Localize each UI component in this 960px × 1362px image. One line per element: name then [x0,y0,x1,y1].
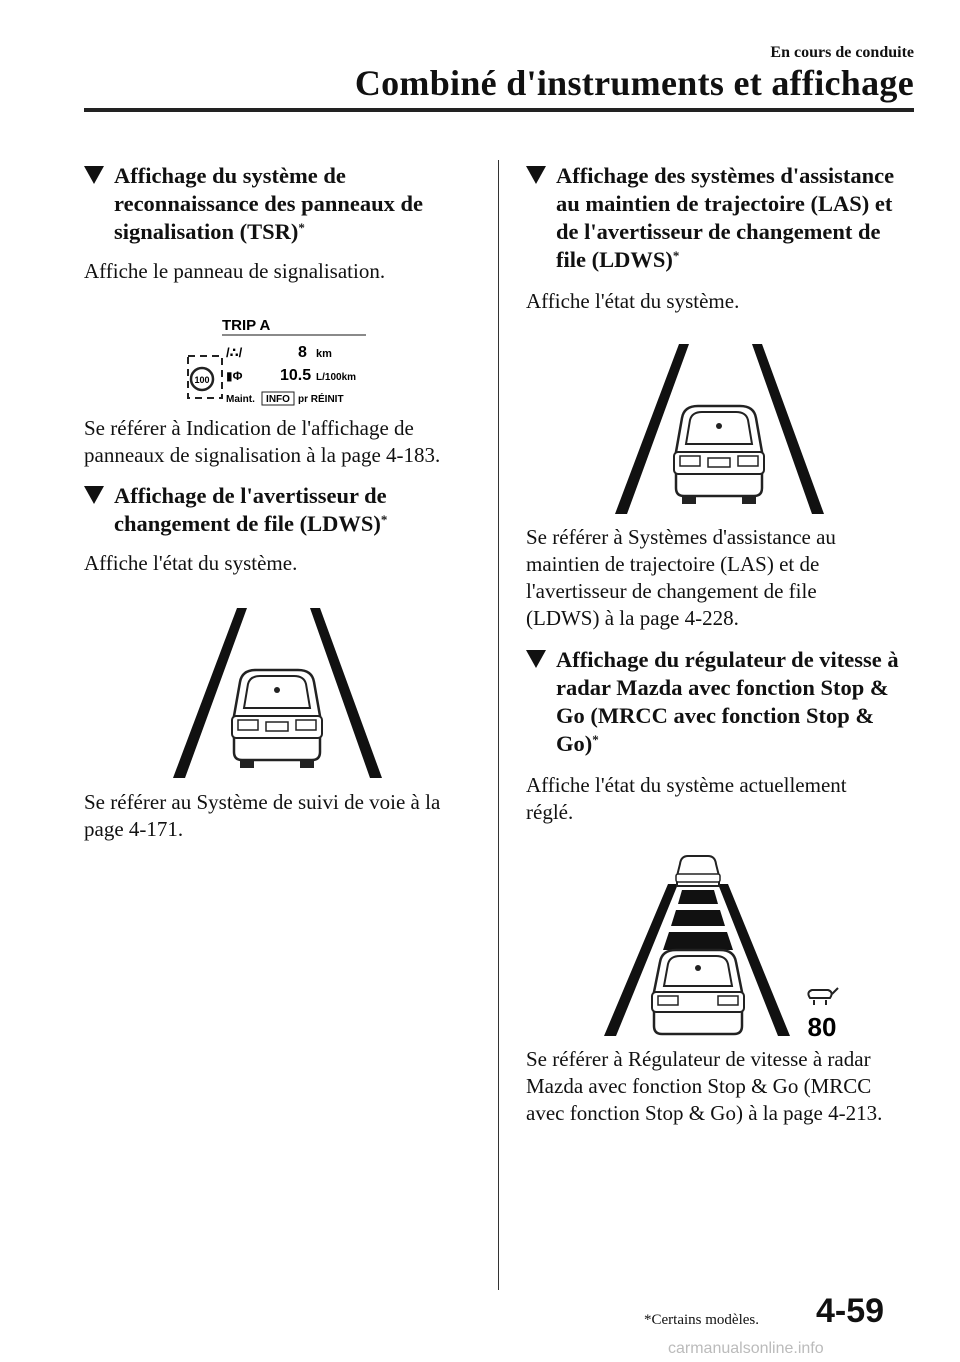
tsr-reference: Se référer à Indication de l'affichage de panneaux de signalisation à la page 4-183. [84,416,441,467]
car-rear-icon [652,950,744,1034]
ldws-lane-illustration [170,604,385,782]
page-number: 4-59 [816,1292,885,1330]
triangle-bullet-icon [84,166,104,184]
asterisk: * [672,248,680,263]
page-title: Combiné d'instruments et affichage [354,63,914,103]
info-button-label: INFO [266,394,290,405]
las-reference: Se référer à Systèmes d'assistance au maintien de trajectoire (LAS) et de l'avertisseur de changement de file (LDWS) à la page 4-228. [526,525,836,630]
las-body: Affiche l'état du système. [526,289,740,313]
triangle-bullet-icon [84,486,104,504]
asterisk: * [592,732,599,747]
distance-value: 8 [298,344,307,361]
set-speed-value: 80 [807,1012,837,1040]
distance-bars [663,890,733,950]
column-divider [498,160,499,1290]
triangle-bullet-icon [526,166,546,184]
heading-tsr: Affichage du système de reconnaissance des panneaux de signalisation (TSR)* [84,162,514,246]
distance-unit: km [316,348,332,360]
heading-ldws: Affichage de l'avertisseur de changement de file (LDWS)* [84,482,514,538]
mrcc-body: Affiche l'état du système actuellement réglé. [526,773,847,824]
trip-label: TRIP A [222,317,271,334]
ldws-body: Affiche l'état du système. [84,551,298,575]
consumption-unit: L/100km [316,372,357,383]
heading-mrcc: Affichage du régulateur de vitesse à radar Mazda avec fonction Stop & Go (MRCC avec fonction Stop & Go)* [526,646,956,758]
lead-car-icon [676,856,720,886]
watermark: carmanualsonline.info [668,1340,824,1357]
header-rule [84,108,914,112]
fuel-consumption-icon: ▮Φ [226,369,243,383]
asterisk: * [298,220,305,235]
maint-label: Maint. [226,394,255,405]
mrcc-illustration [600,850,845,1040]
tsr-body: Affiche le panneau de signalisation. [84,259,386,283]
footnote: *Certains modèles. [644,1312,759,1328]
mrcc-reference: Se référer à Régulateur de vitesse à radar Mazda avec fonction Stop & Go (MRCC avec fonction Stop & Go) à la page 4-213. [526,1047,883,1125]
radar-cruise-icon [808,988,838,1005]
triangle-bullet-icon [526,650,546,668]
reset-label: pr RÉINIT [298,394,344,405]
car-rear-icon [232,670,322,768]
tsr-display-illustration [180,310,380,410]
heading-las-ldws: Affichage des systèmes d'assistance au maintien de trajectoire (LAS) et de l'avertisseur de changement de file (LDWS)* [526,162,956,274]
asterisk: * [380,512,388,527]
ldws-reference: Se référer au Système de suivi de voie à la page 4-171. [84,790,441,841]
las-lane-illustration [612,340,827,518]
chapter-label: En cours de conduite [770,44,914,61]
car-rear-icon [674,406,764,504]
consumption-value: 10.5 [280,367,312,384]
speed-sign-value: 100 [194,375,210,385]
road-distance-icon: /∴/ [226,345,243,360]
